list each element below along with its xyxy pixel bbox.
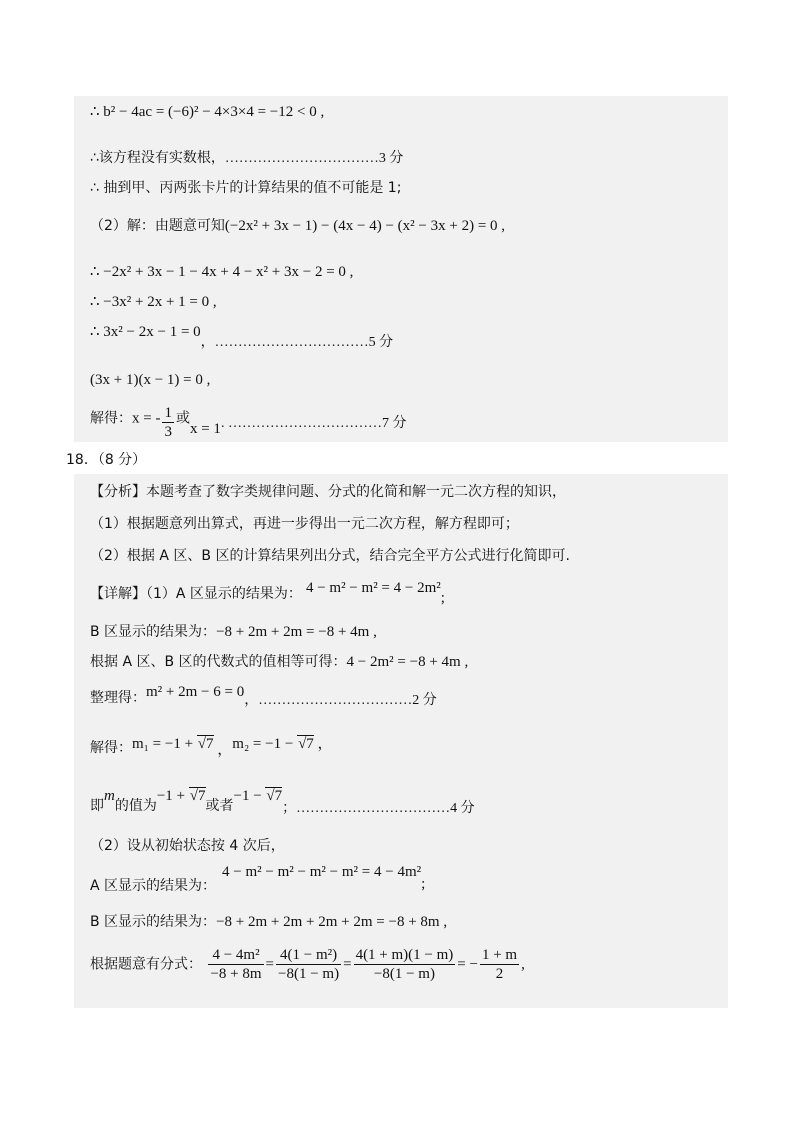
sqrt-7-third: √7 xyxy=(189,788,206,804)
simplify-line: ∴ −3x² + 2x + 1 = 0 , xyxy=(90,294,217,310)
fraction-4: $\frac{1 + m}{2}$ xyxy=(481,947,518,982)
detail-a-result-line: 【详解】（1）A 区显示的结果为： 4 − m² − m² = 4 − 2m²; xyxy=(90,580,445,606)
factor-line: (3x + 1)(x − 1) = 0 , xyxy=(90,372,211,388)
solution-line: 解得：x = - $\frac{1}{3}$ 或x = 1. ……………………………7 分 xyxy=(90,405,407,440)
part2-setup-line: （2）解：由题意可知(−2x² + 3x − 1) − (4x − 4) − (x² − 3x + 2) = 0 , xyxy=(90,218,506,234)
four-press-a-line: A 区显示的结果为：4 − m² − m² − m² − m² = 4 − 4m²; xyxy=(90,864,426,894)
analysis-line-1: 【分析】本题考查了数字类规律问题、分式的化简和解一元二次方程的知识， xyxy=(90,484,566,500)
fraction-1: $\frac{\text{4 − 4m²}}{-8 + 8m}$ xyxy=(210,947,262,982)
analysis-line-3: （2）根据 A 区、B 区的计算结果列出分式，结合完全平方公式进行化简即可. xyxy=(90,548,570,564)
sqrt-7-fourth: √7 xyxy=(266,788,283,804)
detail-b-result-line: B 区显示的结果为：−8 + 2m + 2m = −8 + 4m , xyxy=(90,624,377,640)
four-press-b-line: B 区显示的结果为：−8 + 2m + 2m + 2m + 2m = −8 + 8m , xyxy=(90,914,448,930)
fraction-2: $\frac{\text{4(1 − m²)}}{-8(1 - m)}$ xyxy=(278,947,340,982)
question-18-label: 18．（8 分） xyxy=(66,452,147,468)
roots-line: 解得：m₁ = −1 + √7 ，m₂ = −1 − √7 ， xyxy=(90,736,333,758)
part2-setup-four-presses: （2）设从初始状态按 4 次后， xyxy=(90,838,285,854)
fraction-one-third: $\frac{1}{3}$ xyxy=(164,405,172,440)
fraction-equation-line: 根据题意有分式： $\frac{\text{4 − 4m²}}{-8 + 8m}$ = $\frac{\text{4(1 − m²)}}{-8(1 - m)}$ = $\frac{4(1 + m)(1 - m)}{-8(1 - m)}$ = − $\frac{1 + m}{2}$ , xyxy=(90,947,525,982)
sqrt-7-first: √7 xyxy=(197,736,214,752)
expand-line: ∴ −2x² + 3x − 1 − 4x + 4 − x² + 3x − 2 = 0 , xyxy=(90,264,354,280)
discriminant-line: ∴ b² − 4ac = (−6)² − 4×3×4 = −12 < 0 , xyxy=(90,104,325,120)
m-values-line: 即m的值为−1 + √7或者−1 − √7；……………………………4 分 xyxy=(90,788,475,816)
arranged-line: 整理得：m² + 2m − 6 = 0，……………………………2 分 xyxy=(90,684,437,708)
equal-values-line: 根据 A 区、B 区的代数式的值相等可得：4 − 2m² = −8 + 4m , xyxy=(90,654,469,670)
quadratic-line: ∴ 3x² − 2x − 1 = 0，……………………………5 分 xyxy=(90,324,394,350)
no-real-roots-line: ∴该方程没有实数根，……………………………3 分 xyxy=(90,150,404,166)
fraction-3: $\frac{4(1 + m)(1 - m)}{-8(1 - m)}$ xyxy=(355,947,454,982)
analysis-line-2: （1）根据题意列出算式，再进一步得出一元二次方程，解方程即可； xyxy=(90,516,519,532)
conclusion-line: ∴ 抽到甲、丙两张卡片的计算结果的值不可能是 1; xyxy=(90,180,402,196)
sqrt-7-second: √7 xyxy=(298,736,314,752)
